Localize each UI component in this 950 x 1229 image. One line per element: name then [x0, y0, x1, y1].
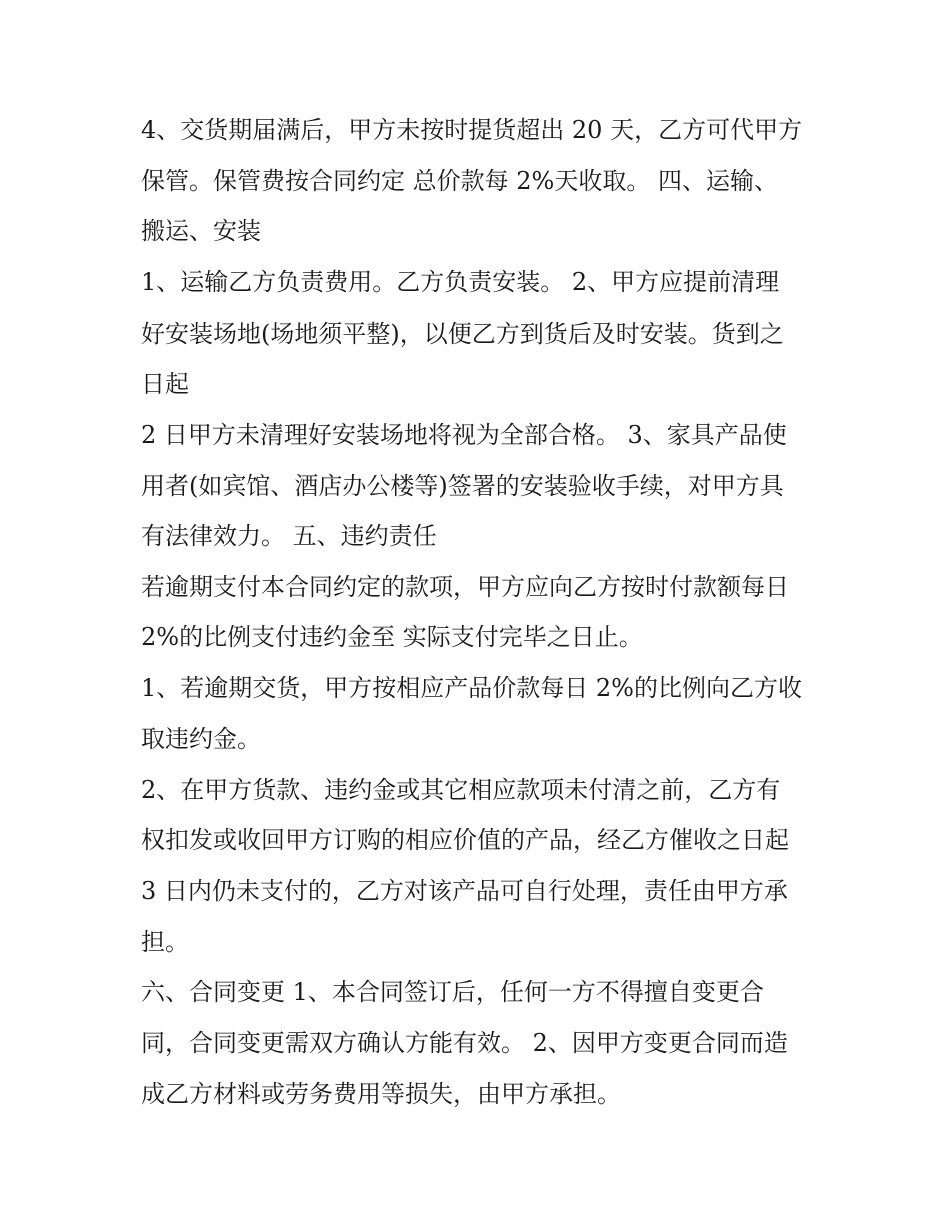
text-line: 六、合同变更 1、本合同签订后，任何一方不得擅自变更合 — [141, 978, 764, 1006]
text-line: 取违约金。 — [141, 725, 261, 753]
text-line: 权扣发或收回甲方订购的相应价值的产品，经乙方催收之日起 — [141, 826, 789, 854]
text-line: 1、若逾期交货，甲方按相应产品价款每日 2%的比例向乙方收 — [141, 674, 802, 702]
text-line: 1、运输乙方负责费用。乙方负责安装。 2、甲方应提前清理 — [141, 268, 780, 296]
text-line: 3 日内仍未支付的，乙方对该产品可自行处理，责任由甲方承 — [141, 877, 788, 905]
text-line: 搬运、安装 — [141, 217, 261, 245]
text-line: 同，合同变更需双方确认方能有效。 2、因甲方变更合同而造 — [141, 1029, 788, 1057]
text-line: 成乙方材料或劳务费用等损失，由甲方承担。 — [141, 1080, 621, 1108]
text-line: 担。 — [141, 928, 189, 956]
text-line: 用者(如宾馆、酒店办公楼等)签署的安装验收手续，对甲方具 — [141, 472, 784, 500]
text-line: 若逾期支付本合同约定的款项，甲方应向乙方按时付款额每日 — [141, 573, 789, 601]
text-line: 2 日甲方未清理好安装场地将视为全部合格。 3、家具产品使 — [141, 421, 787, 449]
text-line: 保管。保管费按合同约定 总价款每 2%天收取。 四、运输、 — [141, 167, 778, 195]
text-line: 2%的比例支付违约金至 实际支付完毕之日止。 — [141, 623, 643, 651]
text-line: 好安装场地(场地须平整)，以便乙方到货后及时安装。货到之 — [141, 320, 784, 348]
text-line: 有法律效力。 五、违约责任 — [141, 522, 437, 550]
text-line: 日起 — [141, 370, 189, 398]
text-line: 2、在甲方货款、违约金或其它相应款项未付清之前，乙方有 — [141, 776, 781, 804]
text-line: 4、交货期届满后，甲方未按时提货超出 20 天，乙方可代甲方 — [141, 116, 803, 144]
